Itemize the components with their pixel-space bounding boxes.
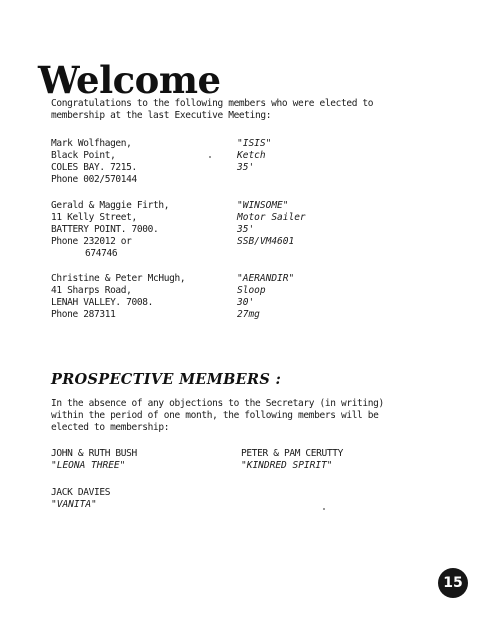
prospective-heading: PROSPECTIVE MEMBERS : xyxy=(51,371,282,388)
address-line: Phone 002/570144 xyxy=(51,174,137,185)
intro-line: membership at the last Executive Meeting: xyxy=(51,110,272,121)
scan-speck xyxy=(323,508,325,510)
member-boat xyxy=(237,273,294,321)
prospective-names: PETER & PAM CERUTTY xyxy=(241,448,344,459)
address-line: LENAH VALLEY. 7008. xyxy=(51,297,154,308)
boat-length: 30' xyxy=(237,297,255,308)
prospective-entry xyxy=(51,487,110,511)
address-line: COLES BAY. 7215. xyxy=(51,162,137,173)
address-line: Gerald & Maggie Firth, xyxy=(51,200,170,211)
intro-line: Congratulations to the following members who were elected to xyxy=(51,98,374,109)
address-line: Phone 232012 or xyxy=(51,236,132,247)
boat-name: "ISIS" xyxy=(237,138,272,149)
address-line: Mark Wolfhagen, xyxy=(51,138,132,149)
member-boat xyxy=(237,138,271,174)
boat-rig: Sloop xyxy=(237,285,266,296)
address-line: 41 Sharps Road, xyxy=(51,285,132,296)
prospective-intro-line: within the period of one month, the following members will be xyxy=(51,410,379,421)
address-line: 674746 xyxy=(85,248,118,259)
prospective-intro xyxy=(51,398,384,434)
prospective-intro-line: elected to membership: xyxy=(51,422,170,433)
boat-radio: 27mg xyxy=(237,309,260,320)
boat-name: "WINSOME" xyxy=(237,200,289,211)
prospective-entry xyxy=(241,448,343,472)
boat-radio: SSB/VM4601 xyxy=(237,236,295,247)
prospective-intro-line: In the absence of any objections to the Secretary (in writing) xyxy=(51,398,384,409)
member-address xyxy=(51,200,169,260)
page-heading: Welcome xyxy=(38,58,221,102)
member-address xyxy=(51,138,137,186)
scan-speck xyxy=(209,156,211,158)
prospective-names: JOHN & RUTH BUSH xyxy=(51,448,137,459)
member-boat xyxy=(237,200,306,248)
address-line: Christine & Peter McHugh, xyxy=(51,273,186,284)
boat-rig: Motor Sailer xyxy=(237,212,306,223)
boat-rig: Ketch xyxy=(237,150,266,161)
page-number-badge: 15 xyxy=(438,568,468,598)
prospective-boat: "LEONA THREE" xyxy=(51,460,126,471)
prospective-boat: "VANITA" xyxy=(51,499,97,510)
boat-name: "AERANDIR" xyxy=(237,273,295,284)
prospective-boat: "KINDRED SPIRIT" xyxy=(241,460,333,471)
boat-length: 35' xyxy=(237,224,255,235)
address-line: BATTERY POINT. 7000. xyxy=(51,224,159,235)
intro-paragraph xyxy=(51,98,373,122)
prospective-names: JACK DAVIES xyxy=(51,487,111,498)
address-line: Phone 287311 xyxy=(51,309,116,320)
address-line: 11 Kelly Street, xyxy=(51,212,137,223)
member-address xyxy=(51,273,185,321)
prospective-entry xyxy=(51,448,137,472)
boat-length: 35' xyxy=(237,162,255,173)
address-line: Black Point, xyxy=(51,150,116,161)
